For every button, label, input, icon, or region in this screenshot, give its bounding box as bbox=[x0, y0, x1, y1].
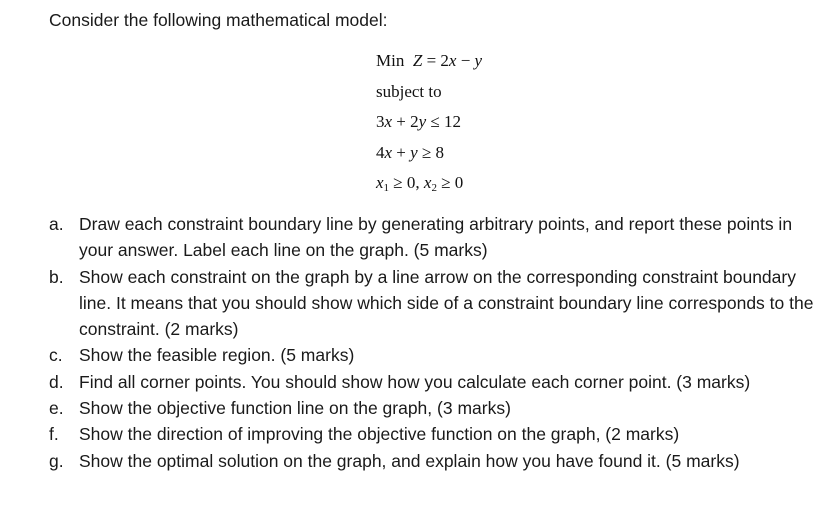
question-e bbox=[49, 395, 829, 421]
plus-sign: + bbox=[392, 142, 411, 162]
var-x: x bbox=[384, 142, 393, 162]
list-marker: a. bbox=[49, 214, 64, 234]
var-y: y bbox=[474, 51, 483, 70]
constraint-2-rhs: ≥ 8 bbox=[417, 142, 445, 162]
constraint-1 bbox=[376, 107, 482, 138]
question-text: Show the objective function line on the graph, (3 marks) bbox=[79, 398, 511, 419]
subscript-2: 2 bbox=[431, 182, 437, 194]
list-marker: c. bbox=[49, 345, 63, 366]
var-x: x bbox=[448, 51, 457, 70]
list-marker: g. bbox=[49, 450, 64, 471]
question-d bbox=[49, 369, 829, 395]
nonnegativity-constraint bbox=[376, 168, 482, 199]
coef-4: 4 bbox=[376, 142, 385, 162]
var-x1: x bbox=[376, 173, 384, 192]
list-marker: f. bbox=[49, 424, 59, 445]
nonneg-1: ≥ 0, bbox=[389, 173, 424, 192]
coef-3: 3 bbox=[376, 112, 385, 131]
question-c bbox=[49, 342, 829, 368]
var-y: y bbox=[418, 112, 427, 131]
constraint-1-rhs: ≤ 12 bbox=[426, 112, 462, 131]
subject-to-label: subject to bbox=[376, 81, 442, 101]
objective-equals: = 2 bbox=[422, 51, 449, 70]
question-f bbox=[49, 421, 829, 447]
coef-2: + 2 bbox=[392, 112, 419, 131]
var-x2: x bbox=[423, 173, 432, 192]
subscript-1: 1 bbox=[383, 182, 390, 194]
list-marker: e. bbox=[49, 398, 64, 419]
question-text: Show the feasible region. (5 marks) bbox=[79, 345, 355, 366]
question-a bbox=[49, 211, 829, 264]
question-text: Show each constraint on the graph by a line arrow on the corresponding constraint boundary line. It means that you should show which side of a constraint boundary line corresponds to the constraint. (2 marks) bbox=[79, 266, 814, 340]
nonneg-2: ≥ 0 bbox=[436, 173, 464, 192]
constraint-2 bbox=[376, 138, 482, 169]
intro-text: Consider the following mathematical model: bbox=[49, 10, 388, 30]
question-text: Draw each constraint boundary line by generating arbitrary points, and report these points in your answer. Label each line on the graph. (5 marks) bbox=[79, 214, 793, 261]
minus-sign: − bbox=[456, 51, 475, 70]
list-marker: d. bbox=[49, 371, 64, 392]
var-x: x bbox=[384, 112, 393, 131]
objective-variable: Z bbox=[412, 51, 423, 70]
question-list bbox=[49, 211, 829, 474]
question-text: Show the optimal solution on the graph, and explain how you have found it. (5 marks) bbox=[79, 450, 740, 471]
question-text: Show the direction of improving the objective function on the graph, (2 marks) bbox=[79, 424, 680, 445]
math-model bbox=[376, 46, 482, 199]
question-b bbox=[49, 264, 829, 343]
list-marker: b. bbox=[49, 266, 64, 287]
objective-function bbox=[376, 46, 482, 77]
min-keyword: Min bbox=[376, 51, 405, 70]
var-y: y bbox=[410, 142, 418, 162]
question-g bbox=[49, 448, 829, 474]
question-text: Find all corner points. You should show how you calculate each corner point. (3 marks) bbox=[79, 371, 751, 392]
